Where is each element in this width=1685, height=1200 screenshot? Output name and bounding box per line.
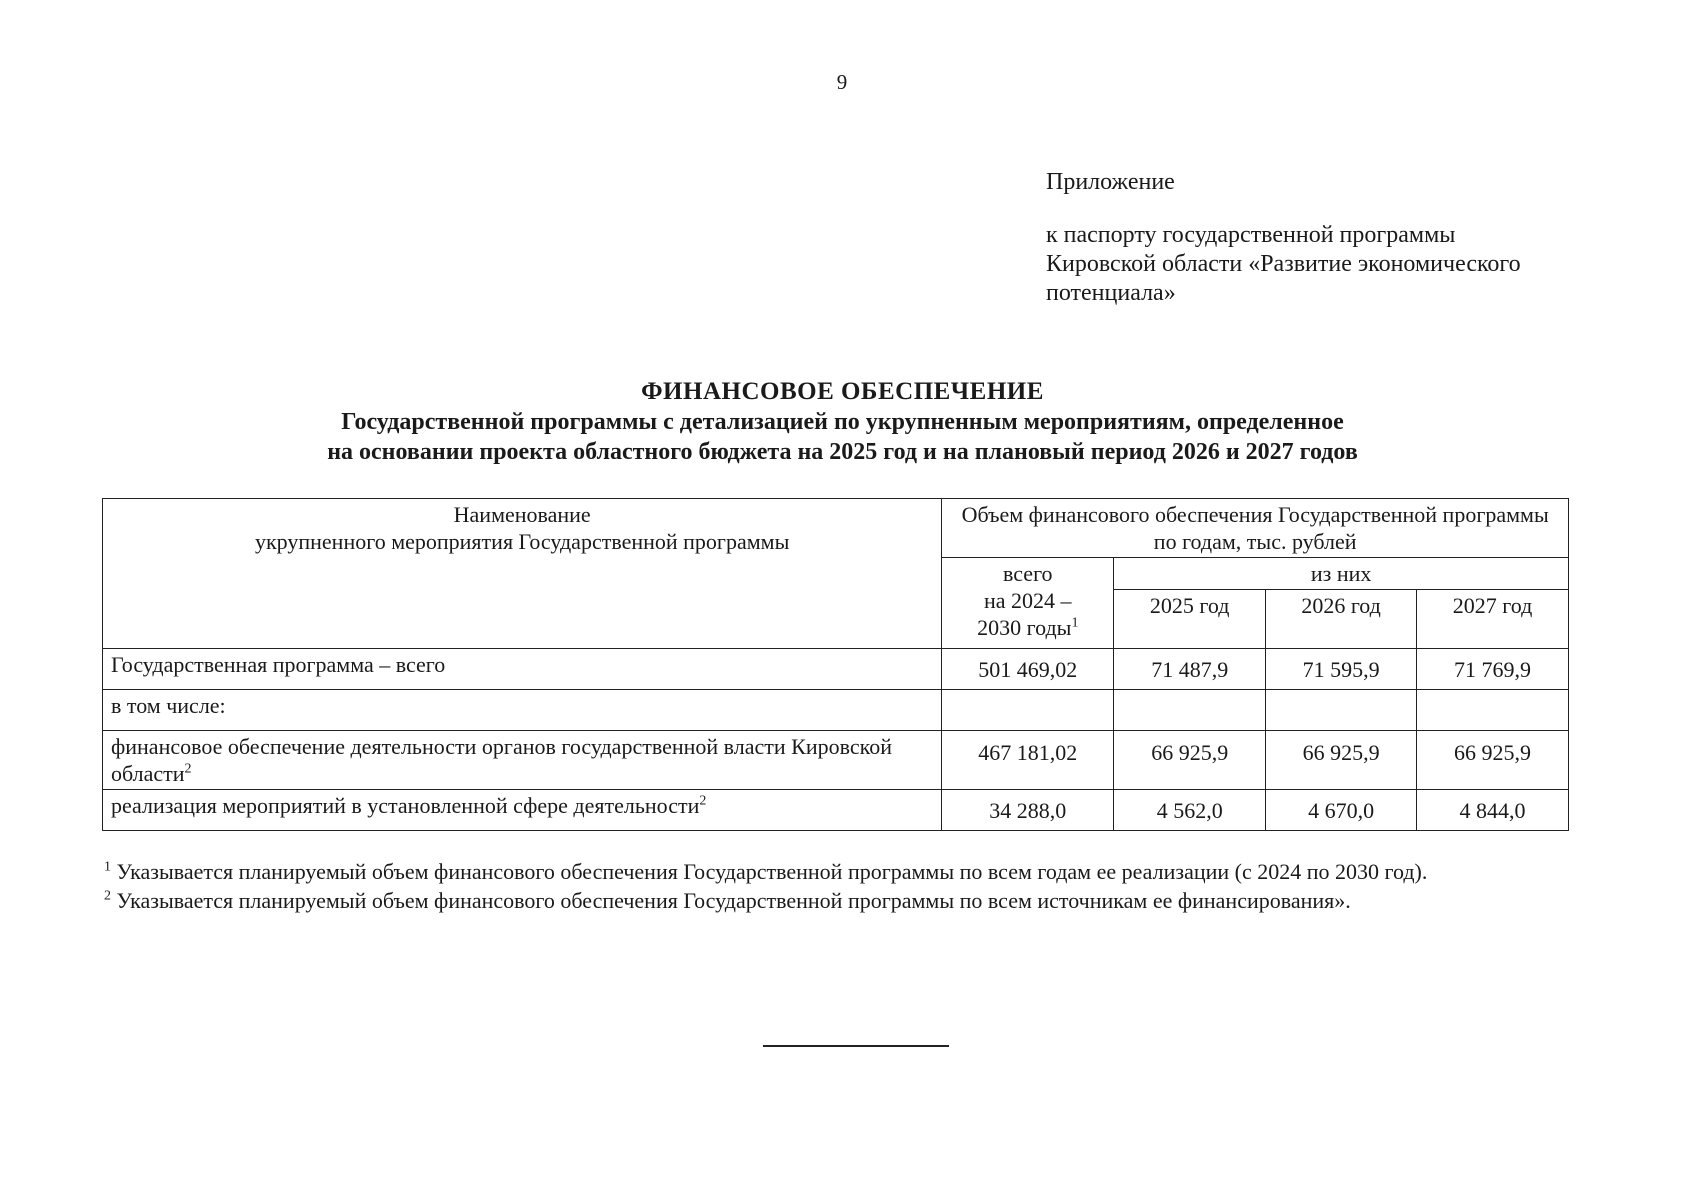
financing-table xyxy=(102,498,1569,831)
row-name-cell xyxy=(103,790,942,831)
footnote-text: Указывается планируемый объем финансового обеспечения Государственной программы по всем годам ее реализации (с 2024 по 2030 год). xyxy=(116,859,1428,884)
heading-title: ФИНАНСОВОЕ ОБЕСПЕЧЕНИЕ xyxy=(641,378,1044,405)
row-year-cell: 4 844,0 xyxy=(1417,790,1569,831)
header-total-line xyxy=(950,614,1105,641)
header-total-line: на 2024 – xyxy=(984,588,1072,613)
header-volume-cell: Объем финансового обеспечения Государственной программы по годам, тыс. рублей xyxy=(942,499,1569,558)
header-year-cell: 2026 год xyxy=(1266,590,1417,649)
row-year-cell xyxy=(1417,690,1569,731)
footnote-ref: 1 xyxy=(1071,615,1079,631)
row-year-cell: 71 487,9 xyxy=(1114,649,1266,690)
row-year-cell xyxy=(1114,690,1266,731)
footnotes xyxy=(104,857,1427,915)
header-of-them-cell: из них xyxy=(1114,558,1569,590)
footnote-mark: 1 xyxy=(104,859,111,875)
row-total-cell xyxy=(942,690,1114,731)
document-heading xyxy=(0,377,1685,467)
table-row xyxy=(103,690,1569,731)
appendix-title: Приложение xyxy=(1046,169,1175,195)
row-total-cell: 467 181,02 xyxy=(942,731,1114,790)
row-name-cell: Государственная программа – всего xyxy=(103,649,942,690)
header-name-line: укрупненного мероприятия Государственной программы xyxy=(254,529,790,554)
appendix-line: к паспорту государственной программы xyxy=(1046,222,1456,248)
row-name-text: реализация мероприятий в установленной сфере деятельности xyxy=(111,793,700,818)
header-year-cell: 2025 год xyxy=(1114,590,1266,649)
row-total-cell: 501 469,02 xyxy=(942,649,1114,690)
row-name-cell: в том числе: xyxy=(103,690,942,731)
header-total-text: 2030 годы xyxy=(977,615,1072,640)
table-row xyxy=(103,731,1569,790)
appendix-line: Кировской области «Развитие экономического xyxy=(1046,251,1521,277)
header-total-line: всего xyxy=(1003,561,1053,586)
heading-subtitle-line: на основании проекта областного бюджета на 2025 год и на плановый период 2026 и 2027 годов xyxy=(327,439,1358,465)
row-year-cell: 66 925,9 xyxy=(1114,731,1266,790)
page-number: 9 xyxy=(836,70,848,94)
row-year-cell: 71 769,9 xyxy=(1417,649,1569,690)
row-year-cell: 4 562,0 xyxy=(1114,790,1266,831)
row-year-cell xyxy=(1266,690,1417,731)
table-row xyxy=(103,649,1569,690)
row-name-text: финансовое обеспечение деятельности органов государственной власти Кировской области xyxy=(111,734,892,786)
appendix-block xyxy=(1046,168,1521,308)
row-year-cell: 66 925,9 xyxy=(1417,731,1569,790)
header-name-line: Наименование xyxy=(453,502,591,527)
row-name-cell xyxy=(103,731,942,790)
header-name-cell xyxy=(103,499,942,649)
separator-line xyxy=(763,1045,949,1047)
table-row xyxy=(103,790,1569,831)
row-year-cell: 66 925,9 xyxy=(1266,731,1417,790)
footnote-text: Указывается планируемый объем финансового обеспечения Государственной программы по всем источникам ее финансирования». xyxy=(116,888,1351,913)
footnote xyxy=(104,886,1427,915)
header-year-cell: 2027 год xyxy=(1417,590,1569,649)
footnote-mark: 2 xyxy=(104,888,111,904)
appendix-line: потенциала» xyxy=(1046,280,1176,306)
footnote-ref: 2 xyxy=(184,761,192,777)
heading-subtitle-line: Государственной программы с детализацией по укрупненным мероприятиям, определенное xyxy=(341,409,1344,435)
footnote-ref: 2 xyxy=(699,793,707,809)
row-year-cell: 71 595,9 xyxy=(1266,649,1417,690)
footnote xyxy=(104,857,1427,886)
row-total-cell: 34 288,0 xyxy=(942,790,1114,831)
row-year-cell: 4 670,0 xyxy=(1266,790,1417,831)
header-total-cell xyxy=(942,558,1114,649)
table-header-row xyxy=(103,499,1569,558)
